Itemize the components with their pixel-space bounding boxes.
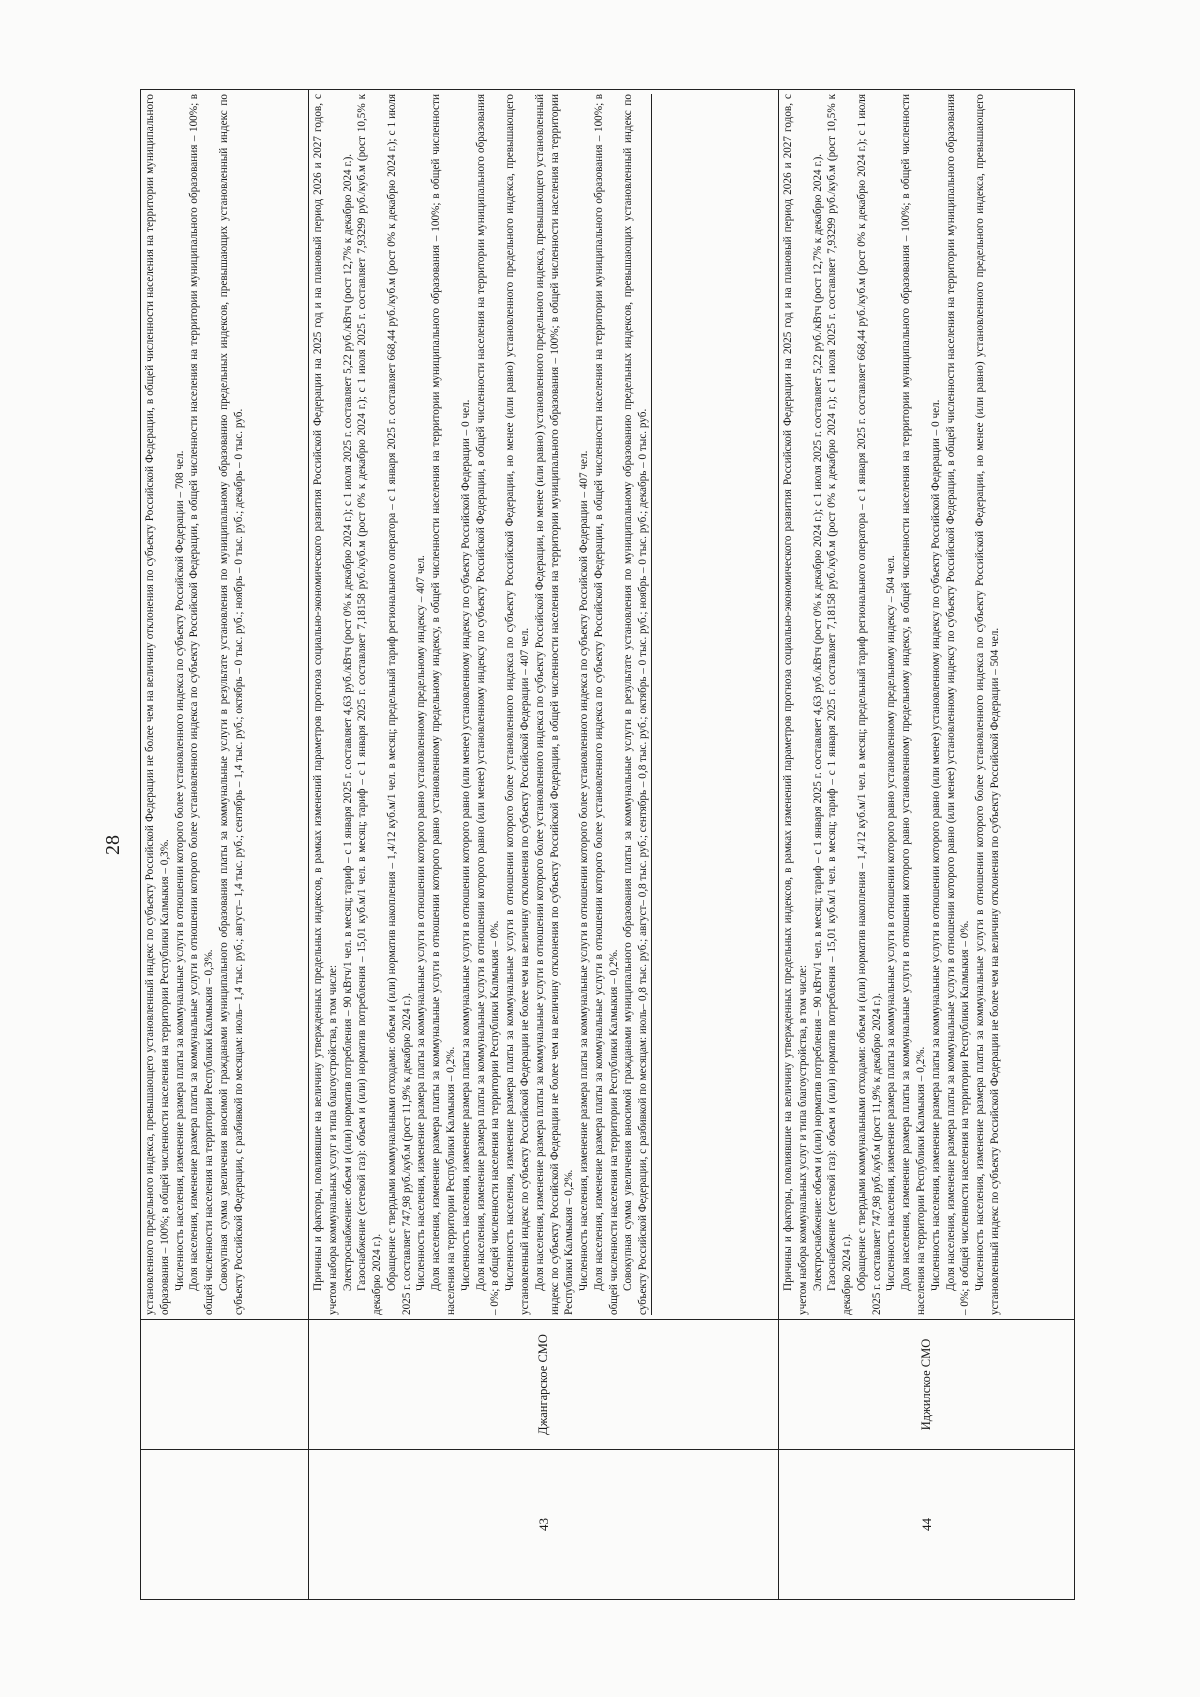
rotated-landscape-page [100, 90, 1080, 1600]
table-row [779, 90, 1075, 1600]
paragraph: Численность населения, изменение размера платы за коммунальные услуги в отношении которого более установленного индекса по субъекту Российской Федерации – 708 чел. [173, 450, 186, 1291]
paragraph: Численность населения, изменение размера платы за коммунальные услуги в отношении которого более установленного индекса по субъекту Российской Федерации, но менее (или равно) установленного предельного индекса, превышающего установленный индекс по субъекту Российской Федерации не более чем на величину отклонения по субъекту Российской Федерации – 504 чел. [974, 94, 1001, 1315]
paragraph: Доля населения, изменение размера платы за коммунальные услуги в отношении которого равно установленному предельному индексу, в общей численности населения на территории муниципального образования – 100%; в общей численности населения на территории Республики Калмыкия – 0,2%. [430, 94, 458, 1315]
row-description [309, 90, 779, 1320]
paragraph: Доля населения, изменение размера платы за коммунальные услуги в отношении которого более установленного индекса по субъекту Российской Федерации, в общей численности населения на территории муниципального образования – 100%; в общей численности населения на территории Республики Калмыкия – 0,2%. [592, 94, 620, 1315]
paragraph: Причины и факторы, повлиявшие на величину утвержденных предельных индексов, в рамках изменений параметров прогноза социально-экономического развития Российской Федерации на 2025 год и на плановый период 2026 и 2027 годов, с учетом набора коммунальных услуг и типа благоустройства, в том числе: [782, 94, 809, 1315]
paragraph: Электроснабжение: объем и (или) норматив потребления – 90 кВтч/1 чел. в месяц; тариф – с 1 января 2025 г. составляет 4,63 руб./кВтч (рост 0% к декабрю 2024 г.); с 1 июля 2025 г. составляет 5,22 руб./кВтч (рост 12,7% к декабрю 2024 г.). [811, 153, 824, 1291]
paragraph: Газоснабжение (сетевой газ): объем и (или) норматив потребления – 15,01 куб.м/1 чел. в месяц; тариф – с 1 января 2025 г. составляет 7,18158 руб./куб.м (рост 0% к декабрю 2024 г.); с 1 июля 2025 г. составляет 7,93299 руб./куб.м (рост 10,5% к декабрю 2024 г.). [826, 94, 854, 1315]
paragraph: Численность населения, изменение размера платы за коммунальные услуги в отношении которого более установленного индекса по субъекту Российской Федерации, но менее (или равно) установленного предельного индекса, превышающего установленный индекс по субъекту Российской Федерации не более чем на величину отклонения по субъекту Российской Федерации – 407 чел. [504, 94, 531, 1315]
municipality-name: Джангарское СМО [309, 1320, 779, 1450]
paragraph: Доля населения, изменение размера платы за коммунальные услуги в отношении которого равно (или менее) установленному индексу по субъекту Российской Федерации, в общей численности населения на территории муниципального образования – 0%; в общей численности населения на территории Республики Калмыкия – 0%. [474, 94, 502, 1315]
paragraph: Обращение с твердыми коммунальными отходами: объем и (или) норматив накопления – 1,4/12 куб.м/1 чел. в месяц; предельный тариф регионального оператора – с 1 января 2025 г. составляет 668,44 руб./куб.м (рост 0% к декабрю 2024 г.); с 1 июля 2025 г. составляет 747,98 руб./куб.м (рост 11,9% к декабрю 2024 г.). [855, 94, 883, 1315]
row-description [141, 90, 309, 1320]
table-row [141, 90, 309, 1600]
table-row [309, 90, 779, 1600]
municipality-name: Иджилское СМО [779, 1320, 1075, 1450]
paragraph: Совокупная сумма увеличения вносимой гражданами муниципального образования платы за коммунальные услуги в результате установления по муниципальному образованию предельных индексов, превышающих установленный индекс по субъекту Российской Федерации, с разбивкой по месяцам: июль– 1,4 тыс. руб.; август– 1,4 тыс. руб.; сентябрь – 1,4 тыс. руб.; октябрь – 0 тыс. руб.; ноябрь – 0 тыс. руб.; декабрь – 0 тыс. руб. [217, 94, 245, 1315]
paragraph: Доля населения, изменение размера платы за коммунальные услуги в отношении которого равно (или менее) установленному индексу по субъекту Российской Федерации, в общей численности населения на территории муниципального образования – 0%; в общей численности населения на территории Республики Калмыкия – 0%. [944, 94, 972, 1315]
row-number [141, 1450, 309, 1600]
paragraph: установленного предельного индекса, превышающего установленный индекс по субъекту Российской Федерации не более чем на величину отклонения по субъекту Российской Федерации, в общей численности населения на территории муниципального образования – 100%; в общей численности населения на территории Республики Калмыкия – 0,3%. [144, 94, 171, 1315]
document-table [140, 89, 1075, 1600]
paragraph: Численность населения, изменение размера платы за коммунальные услуги в отношении которого более установленного индекса по субъекту Российской Федерации – 407 чел. [578, 450, 591, 1291]
paragraph: Доля населения, изменение размера платы за коммунальные услуги в отношении которого более установленного индекса по субъекту Российской Федерации, но менее (или равно) установленного предельного индекса, превышающего установленный индекс по субъекту Российской Федерации не более чем на величину отклонения по субъекту Российской Федерации, в общей численности населения на территории муниципального образования – 100%; в общей численности населения на территории Республики Калмыкия – 0,2%. [533, 94, 576, 1315]
row-number: 44 [779, 1450, 1075, 1600]
paragraph: Доля населения, изменение размера платы за коммунальные услуги в отношении которого более установленного индекса по субъекту Российской Федерации, в общей численности населения на территории муниципального образования – 100%; в общей численности населения на территории Республики Калмыкия – 0,3%. [188, 94, 216, 1315]
paragraph: Численность населения, изменение размера платы за коммунальные услуги в отношении которого равно установленному предельному индексу – 407 чел. [415, 555, 428, 1291]
paragraph: Численность населения, изменение размера платы за коммунальные услуги в отношении которого равно (или менее) установленному индексу по субъекту Российской Федерации – 0 чел. [459, 399, 472, 1291]
paragraph: Электроснабжение: объем и (или) норматив потребления – 90 кВтч/1 чел. в месяц; тариф – с 1 января 2025 г. составляет 4,63 руб./кВтч (рост 0% к декабрю 2024 г.); с 1 июля 2025 г. составляет 5,22 руб./кВтч (рост 12,7% к декабрю 2024 г.). [341, 153, 354, 1291]
municipality-name [141, 1320, 309, 1450]
paragraph: Причины и факторы, повлиявшие на величину утвержденных предельных индексов, в рамках изменений параметров прогноза социально-экономического развития Российской Федерации на 2025 год и на плановый период 2026 и 2027 годов, с учетом набора коммунальных услуг и типа благоустройства, в том числе: [312, 94, 339, 1315]
paragraph: Численность населения, изменение размера платы за коммунальные услуги в отношении которого равно установленному предельному индексу – 504 чел. [885, 555, 898, 1291]
row-number: 43 [309, 1450, 779, 1600]
paragraph: Обращение с твердыми коммунальными отходами: объем и (или) норматив накопления – 1,4/12 куб.м/1 чел. в месяц; предельный тариф регионального оператора – с 1 января 2025 г. составляет 668,44 руб./куб.м (рост 0% к декабрю 2024 г.); с 1 июля 2025 г. составляет 747,98 руб./куб.м (рост 11,9% к декабрю 2024 г.). [385, 94, 413, 1315]
page-number: 28 [102, 835, 124, 855]
row-description [779, 90, 1075, 1320]
paragraph: Совокупная сумма увеличения вносимой гражданами муниципального образования платы за коммунальные услуги в результате установления по муниципальному образованию предельных индексов, превышающих установленный индекс по субъекту Российской Федерации, с разбивкой по месяцам: июль– 0,8 тыс. руб.; август– 0,8 тыс. руб.; сентябрь – 0,8 тыс. руб.; октябрь – 0 тыс. руб.; ноябрь – 0 тыс. руб.; декабрь – 0 тыс. руб. [621, 94, 652, 1315]
paragraph: Численность населения, изменение размера платы за коммунальные услуги в отношении которого равно (или менее) установленному индексу по субъекту Российской Федерации – 0 чел. [929, 399, 942, 1291]
paragraph: Газоснабжение (сетевой газ): объем и (или) норматив потребления – 15,01 куб.м/1 чел. в месяц; тариф – с 1 января 2025 г. составляет 7,18158 руб./куб.м (рост 0% к декабрю 2024 г.); с 1 июля 2025 г. составляет 7,93299 руб./куб.м (рост 10,5% к декабрю 2024 г.). [356, 94, 384, 1315]
paragraph: Доля населения, изменение размера платы за коммунальные услуги в отношении которого равно установленному предельному индексу, в общей численности населения на территории муниципального образования – 100%; в общей численности населения на территории Республики Калмыкия – 0,2%. [900, 94, 928, 1315]
